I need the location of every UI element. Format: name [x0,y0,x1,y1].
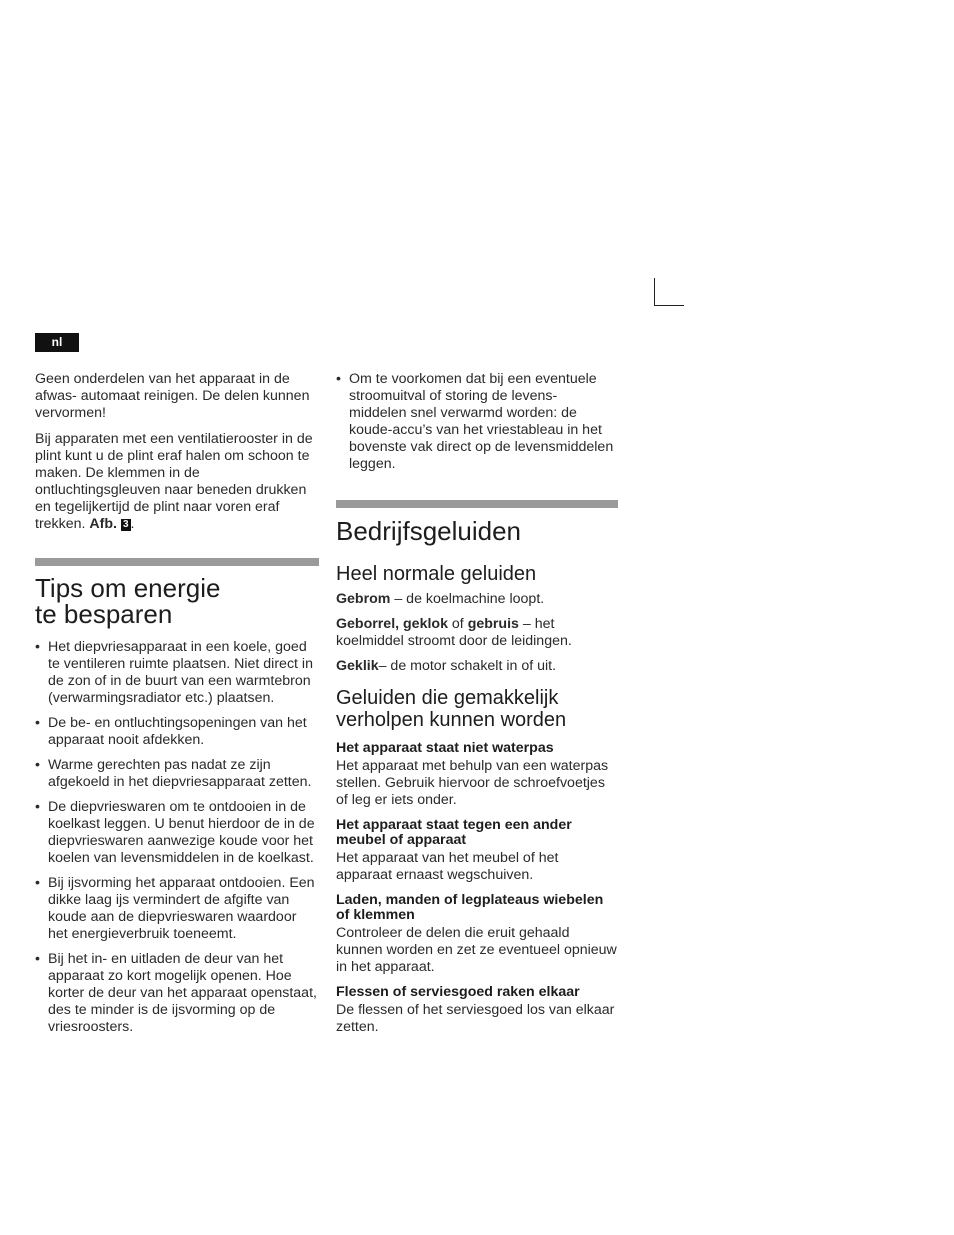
noise-bubbling-text: – het koelmiddel stroomt door de leidingen. [336,616,572,649]
list-item-text: Het diepvriesapparaat in een koele, goed te ventileren ruimte plaatsen. Niet direct in de zon of in de buurt van een warmtebron (verwarmingsradiator etc.) plaatsen. [48,639,313,706]
noise-bubbling-paragraph [336,616,618,650]
plinth-paragraph [35,431,319,533]
issue-title: Laden, manden of legplateaus wiebelen of klemmen [336,892,604,923]
noise-click-term: Geklik [336,658,379,674]
section-divider-bar [336,500,618,508]
issue-item [336,741,618,809]
list-item [35,951,319,1036]
issue-item [336,985,618,1036]
bullet-icon: • [35,951,40,967]
middle-column [336,371,618,1045]
section-divider-bar [35,558,319,566]
list-item-text: De be- en ontluchtingsopeningen van het apparaat nooit afdekken. [48,715,307,748]
issue-text: De flessen of het serviesgoed los van elkaar zetten. [336,1002,615,1035]
operating-noises-title: Bedrijfsgeluiden [336,516,522,546]
list-item [35,799,319,867]
plinth-paragraph-text: Bij apparaten met een ventilatierooster in de plint kunt u de plint eraf halen om schoon te maken. De klemmen in de ontluchtingsgleuven naar beneden drukken en tegelijkertijd de plint naar voren eraf trekken. [35,431,313,532]
figure-reference-label: Afb. [89,516,118,532]
noise-hum-paragraph [336,591,618,608]
issue-text: Het apparaat van het meubel of het apparaat ernaast wegschuiven. [336,850,559,883]
list-item [35,875,319,943]
list-item [35,757,319,791]
noise-hum-term: Gebrom [336,591,391,607]
list-item-text: Bij het in- en uitladen de deur van het apparaat zo kort mogelijk openen. Hoe korter de deur van het apparaat openstaat, des te minder is de ijsvorming op de vriesroosters. [48,951,317,1035]
issue-title: Flessen of serviesgoed raken elkaar [336,984,580,1000]
language-badge: nl [35,333,79,352]
energy-tips-title-line2: te besparen [35,599,173,629]
noise-bubbling-or: of [447,616,468,632]
list-item [336,371,618,473]
issue-title: Het apparaat staat niet waterpas [336,740,554,756]
cleaning-warning-paragraph: Geen onderdelen van het apparaat in de afwas- automaat reinigen. De delen kunnen vervormen! [35,371,310,421]
energy-tips-title-line1: Tips om energie [35,573,221,603]
left-column [35,371,319,1044]
noise-click-text: – de motor schakelt in of uit. [378,658,557,674]
noise-hum-text: – de koelmachine loopt. [390,591,545,607]
list-item-text: De diepvrieswaren om te ontdooien in de koelkast leggen. U benut hierdoor de in de diepvrieswaren aanwezige koude voor het koelen van levensmiddelen in de koelkast. [48,799,315,866]
issue-text: Het apparaat met behulp van een waterpas stellen. Gebruik hiervoor de schroefvoetjes of leg er iets onder. [336,758,609,808]
issue-item [336,818,618,884]
crop-corner-mark [654,278,684,306]
noise-click-paragraph [336,658,618,675]
list-item [35,639,319,707]
list-item [35,715,319,749]
energy-tips-list [35,639,319,1036]
normal-noises-heading: Heel normale geluiden [336,563,537,585]
plinth-paragraph-end: . [130,516,135,532]
bullet-icon: • [35,875,40,891]
energy-tips-list-continued [336,371,618,473]
issue-item [336,893,618,976]
figure-number-badge: 3 [122,519,129,530]
fixable-noises-heading: Geluiden die gemakkelijk verholpen kunnen worden [336,687,567,731]
bullet-icon: • [35,757,40,773]
noise-hissing-term: gebruis [467,616,519,632]
bullet-icon: • [336,371,341,387]
list-item-text: Bij ijsvorming het apparaat ontdooien. Een dikke laag ijs vermindert de afgifte van koude aan de diepvrieswaren waardoor het energieverbruik toeneemt. [48,875,315,942]
energy-tips-title [35,575,319,627]
issue-text: Controleer de delen die eruit gehaald kunnen worden en zet ze eventueel opnieuw in het apparaat. [336,925,617,975]
issue-title: Het apparaat staat tegen een ander meubel of apparaat [336,817,572,848]
bullet-icon: • [35,799,40,815]
list-item-text: Warme gerechten pas nadat ze zijn afgekoeld in het diepvriesapparaat zetten. [48,757,312,790]
bullet-icon: • [35,639,40,655]
bullet-icon: • [35,715,40,731]
noise-bubbling-term: Geborrel, geklok [336,616,448,632]
list-item-text: Om te voorkomen dat bij een eventuele stroomuitval of storing de levens- middelen snel verwarmd worden: de koude-accu’s van het vriestableau in het bovenste vak direct op de levensmiddelen leggen. [349,371,614,472]
